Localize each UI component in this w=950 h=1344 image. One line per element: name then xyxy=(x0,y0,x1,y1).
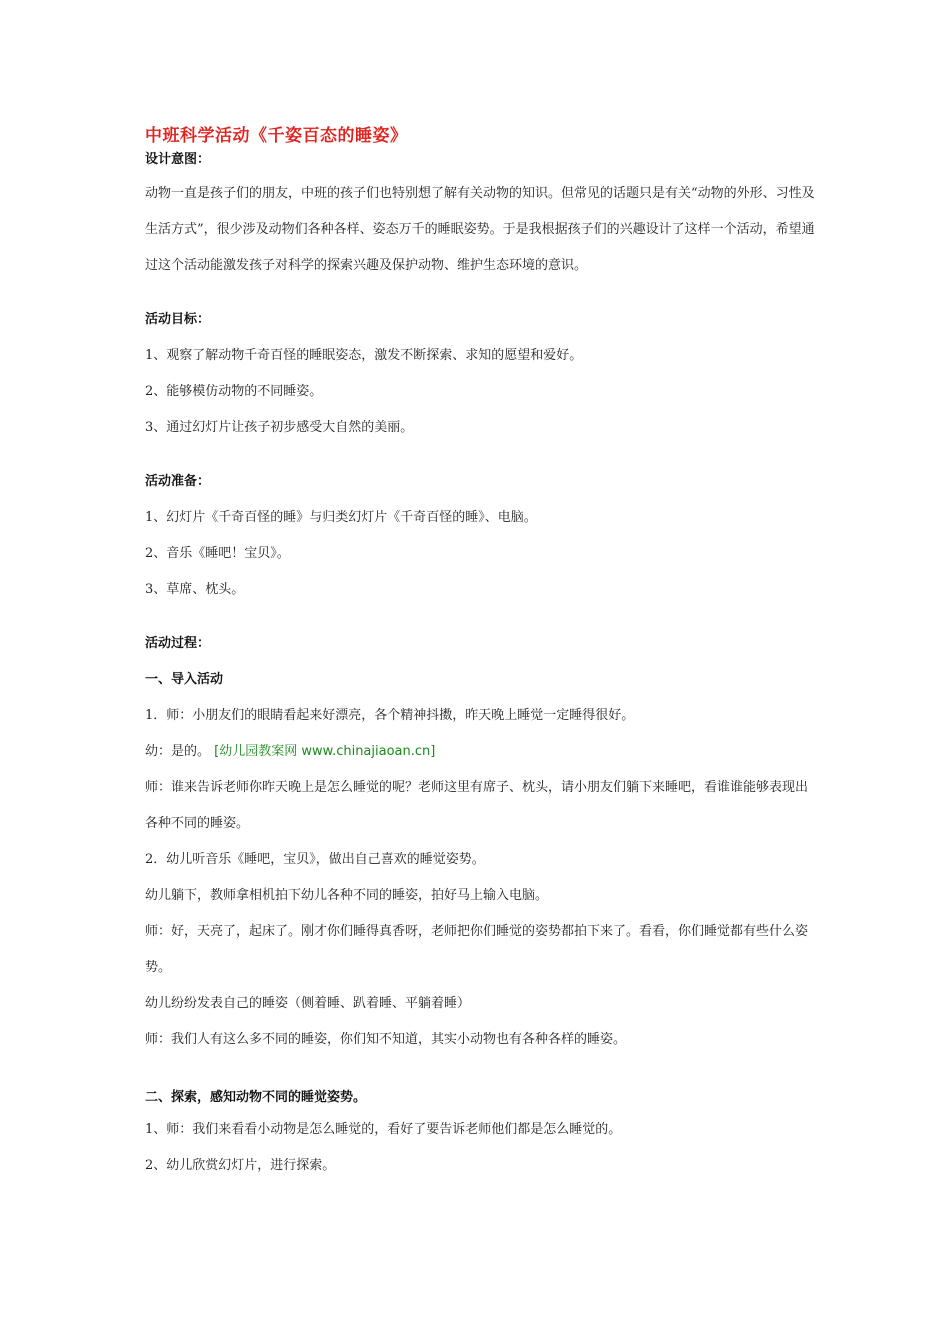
prep-heading: 活动准备： xyxy=(145,474,211,489)
process-line-with-link xyxy=(145,734,815,770)
process-line: 2．幼儿听音乐《睡吧，宝贝》，做出自己喜欢的睡觉姿势。 xyxy=(145,852,485,867)
process-line: 幼儿躺下，教师拿相机拍下幼儿各种不同的睡姿，拍好马上输入电脑。 xyxy=(145,888,549,903)
process-line: 2、幼儿欣赏幻灯片，进行探索。 xyxy=(145,1158,336,1173)
document-title: 中班科学活动《千姿百态的睡姿》 xyxy=(145,126,408,146)
goals-heading: 活动目标： xyxy=(145,312,211,327)
process-line: 师：好，天亮了，起床了。刚才你们睡得真香呀，老师把你们睡觉的姿势都拍下来了。看看，你们睡觉都有些什么姿势。 xyxy=(145,924,809,975)
design-body: 动物一直是孩子们的朋友，中班的孩子们也特别想了解有关动物的知识。但常见的话题只是有关“动物的外形、习性及生活方式”，很少涉及动物们各种各样、姿态万千的睡眠姿势。于是我根据孩子们的兴趣设计了这样一个活动，希望通过这个活动能激发孩子对科学的探索兴趣及保护动物、维护生态环境的意识。 xyxy=(145,186,815,273)
section1-heading: 一、导入活动 xyxy=(145,672,224,687)
prep-item: 1、幻灯片《千奇百怪的睡》与归类幻灯片《千奇百怪的睡》、电脑。 xyxy=(145,510,537,525)
process-line: 师：我们人有这么多不同的睡姿，你们知不知道，其实小动物也有各种各样的睡姿。 xyxy=(145,1032,627,1047)
process-line: 幼儿纷纷发表自己的睡姿（侧着睡、趴着睡、平躺着睡） xyxy=(145,996,471,1011)
goal-item: 2、能够模仿动物的不同睡姿。 xyxy=(145,384,323,399)
goal-item: 1、观察了解动物千奇百怪的睡眠姿态，激发不断探索、求知的愿望和爱好。 xyxy=(145,348,583,363)
document-page xyxy=(145,122,815,1184)
source-link[interactable]: [幼儿园教案网 www.chinajiaoan.cn] xyxy=(214,744,436,759)
prep-item: 2、音乐《睡吧！宝贝》。 xyxy=(145,546,290,561)
design-heading: 设计意图： xyxy=(145,152,211,167)
process-line: 师：谁来告诉老师你昨天晚上是怎么睡觉的呢？老师这里有席子、枕头，请小朋友们躺下来睡吧，看谁谁能够表现出各种不同的睡姿。 xyxy=(145,780,809,831)
process-line-text: 幼：是的。 xyxy=(145,744,211,759)
section2-heading: 二、探索，感知动物不同的睡觉姿势。 xyxy=(145,1090,367,1105)
prep-item: 3、草席、枕头。 xyxy=(145,582,245,597)
goal-item: 3、通过幻灯片让孩子初步感受大自然的美丽。 xyxy=(145,420,414,435)
process-line: 1、师：我们来看看小动物是怎么睡觉的，看好了要告诉老师他们都是怎么睡觉的。 xyxy=(145,1122,622,1137)
process-line: 1．师：小朋友们的眼睛看起来好漂亮，各个精神抖擞，昨天晚上睡觉一定睡得很好。 xyxy=(145,708,635,723)
process-heading: 活动过程： xyxy=(145,636,211,651)
